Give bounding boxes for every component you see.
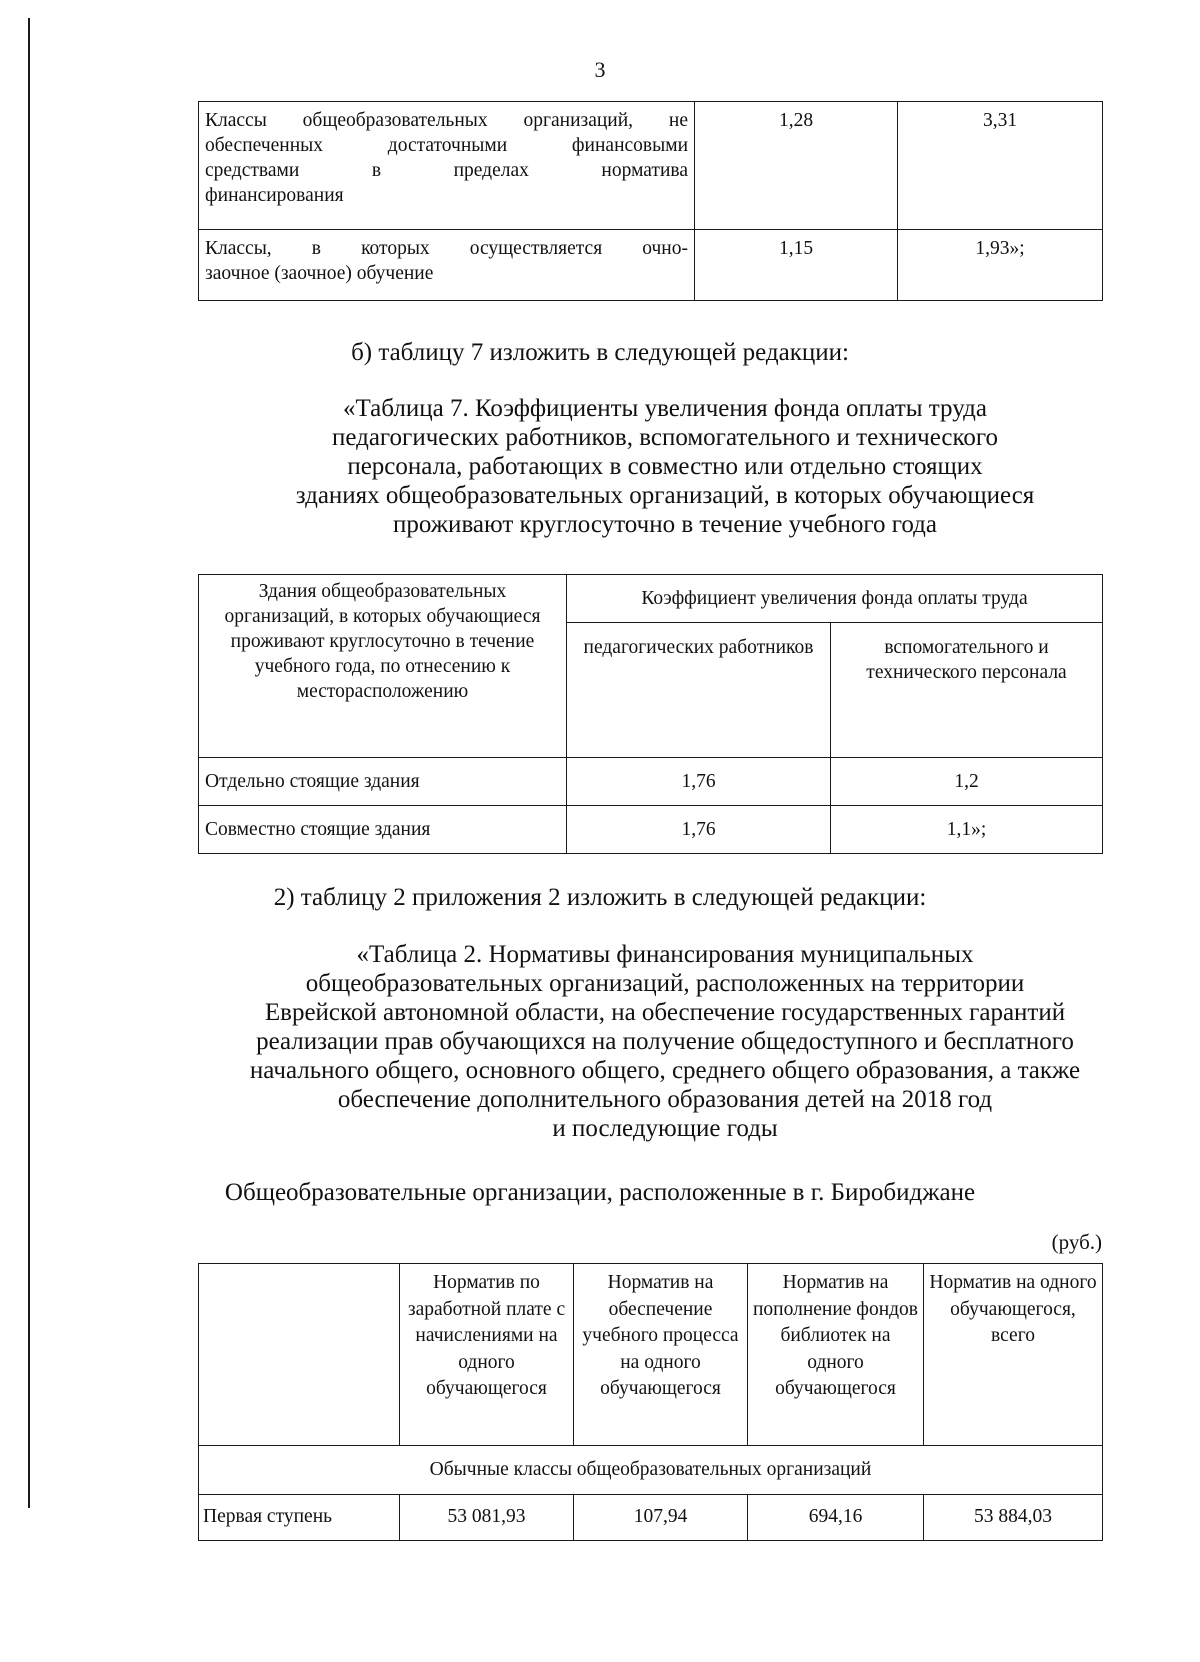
table-row — [199, 230, 1103, 301]
table-header-cell: Норматив на одного обучающегося, всего — [924, 1264, 1103, 1446]
table-header-row — [199, 1264, 1103, 1446]
unit-label: (руб.) — [1051, 1230, 1102, 1254]
table2 — [198, 1263, 1103, 1541]
table-header-cell: вспомогательного и технического персонала — [831, 623, 1103, 758]
table-header-group: Коэффициент увеличения фонда оплаты труда — [567, 575, 1103, 623]
table-cell-value: 1,15 — [695, 230, 898, 301]
table7-title: «Таблица 7. Коэффициенты увеличения фонда оплаты труда педагогических работников, вспомогательного и технического персонала, работающих в совместно или отдельно стоящих зданиях общеобразовательных организаций, в которых обучающиеся проживают круглосуточно в течение учебного года — [295, 395, 1035, 538]
table-cell-label: Классы, в которых осуществляется очно- заочное (заочное) обучение — [199, 230, 695, 301]
table-cell-value: 1,28 — [695, 102, 898, 230]
table-cell-value: 53 884,03 — [924, 1495, 1103, 1541]
table-cell-label: Отдельно стоящие здания — [199, 758, 567, 806]
table-cell-label: Первая ступень — [199, 1495, 400, 1541]
table-section-row — [199, 1446, 1103, 1495]
table-header-cell: Норматив на пополнение фондов библиотек на одного обучающегося — [748, 1264, 924, 1446]
table-header-row — [199, 575, 1103, 623]
table-cell-label: Классы общеобразовательных организаций, не обеспеченных достаточными финансовыми средствами в пределах норматива финансирования — [199, 102, 695, 230]
table-header-cell: педагогических работников — [567, 623, 831, 758]
table-header-cell: Норматив на обеспечение учебного процесса на одного обучающегося — [574, 1264, 748, 1446]
table-header-cell — [199, 1264, 400, 1446]
table2-subtitle: Общеобразовательные организации, расположенные в г. Биробиджане — [224, 1179, 976, 1206]
page-number: 3 — [594, 57, 606, 82]
table-cell-label: Совместно стоящие здания — [199, 806, 567, 854]
table7 — [198, 574, 1103, 854]
binder-margin-line — [28, 18, 30, 1508]
table-cell-value: 1,76 — [567, 806, 831, 854]
table-cell-value: 1,93»; — [898, 230, 1103, 301]
continuation-table — [198, 101, 1103, 301]
table-cell-value: 1,2 — [831, 758, 1103, 806]
table-header-cell: Норматив по заработной плате с начислениями на одного обучающегося — [400, 1264, 574, 1446]
paragraph-b: б) таблицу 7 изложить в следующей редакции: — [351, 339, 849, 366]
table-row — [199, 102, 1103, 230]
table-cell-value: 107,94 — [574, 1495, 748, 1541]
table-cell-value: 53 081,93 — [400, 1495, 574, 1541]
table-cell-value: 694,16 — [748, 1495, 924, 1541]
table-header-cell: Здания общеобразовательных организаций, в которых обучающиеся проживают круглосуточно в течение учебного года, по отнесению к месторасположению — [199, 575, 567, 758]
table-row — [199, 758, 1103, 806]
table-cell-value: 1,1»; — [831, 806, 1103, 854]
table2-title: «Таблица 2. Нормативы финансирования муниципальных общеобразовательных организаций, расположенных на территории Еврейской автономной области, на обеспечение государственных гарантий реализации прав обучающихся на получение общедоступного и бесплатного начального общего, основного общего, среднего общего образования, а также обеспечение дополнительного образования детей на 2018 год и последующие годы — [249, 941, 1081, 1142]
table-row — [199, 1495, 1103, 1541]
paragraph-2: 2) таблицу 2 приложения 2 изложить в следующей редакции: — [273, 884, 927, 911]
table-section-cell: Обычные классы общеобразовательных организаций — [199, 1446, 1103, 1495]
table-cell-value: 3,31 — [898, 102, 1103, 230]
table-row — [199, 806, 1103, 854]
table-cell-value: 1,76 — [567, 758, 831, 806]
